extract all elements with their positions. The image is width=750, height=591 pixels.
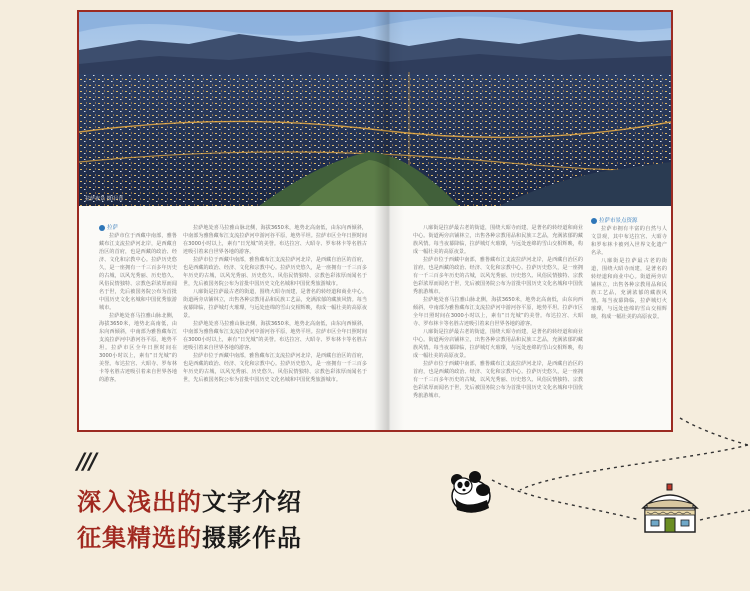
- sidebar-dot-icon: [591, 218, 597, 224]
- photo-caption: 拉萨夜景 摄/吕晋: [85, 196, 124, 202]
- city-night-photo: [79, 12, 671, 206]
- left-page-column-2: 拉萨地处喜马拉雅山脉北侧，海拔3650米，地势北高南低，由东向西倾斜，中南部为雅鲁藏布江支流拉萨河中游河谷平原，地势平坦。拉萨市区全年日照时间在3000小时以上，素有“日光城”的美誉。布达拉宫、大昭寺、罗布林卡等名胜古迹吸引着来自世界各地的游客。 拉萨市位于西藏中南部，雅鲁藏布江支流拉萨河北岸，是西藏自治区的首府，也是西藏的政治、经济、文化和宗教中心。拉萨历史悠久，是一座拥有一千三百多年历史的古城，以风光秀丽、历史悠久、风俗民情独特、宗教色彩浓厚而闻名于世，先后被国务院公布为首批中国历史文化名城和中国优秀旅游城市。 八廓街是拉萨最古老的街道，围绕大昭寺而建，是著名的转经道和商业中心。街道两旁店铺林立，出售各种宗教用品和民族工艺品，充满浓郁的藏族风情。每当夜幕降临，拉萨城灯火璀璨，与远处连绵的雪山交相辉映，构成一幅壮美的高原夜景。 拉萨地处喜马拉雅山脉北侧，海拔3650米，地势北高南低，由东向西倾斜，中南部为雅鲁藏布江支流拉萨河中游河谷平原，地势平坦。拉萨市区全年日照时间在3000小时以上，素有“日光城”的美誉。布达拉宫、大昭寺、罗布林卡等名胜古迹吸引着来自世界各地的游客。 拉萨市位于西藏中南部，雅鲁藏布江支流拉萨河北岸，是西藏自治区的首府，也是西藏的政治、经济、文化和宗教中心。拉萨历史悠久，是一座拥有一千三百多年历史的古城，以风光秀丽、历史悠久、风俗民情独特、宗教色彩浓厚而闻名于世，先后被国务院公布为首批中国历史文化名城和中国优秀旅游城市。: [183, 225, 367, 383]
- sidebar-heading: 拉萨市景点资源: [591, 217, 667, 225]
- right-page-column-1: 八廓街是拉萨最古老的街道，围绕大昭寺而建，是著名的转经道和商业中心。街道两旁店铺林立，出售各种宗教用品和民族工艺品，充满浓郁的藏族风情。每当夜幕降临，拉萨城灯火璀璨，与远处连绵的雪山交相辉映，构成一幅壮美的高原夜景。 拉萨市位于西藏中南部，雅鲁藏布江支流拉萨河北岸，是西藏自治区的首府，也是西藏的政治、经济、文化和宗教中心。拉萨历史悠久，是一座拥有一千三百多年历史的古城，以风光秀丽、历史悠久、风俗民情独特、宗教色彩浓厚而闻名于世，先后被国务院公布为首批中国历史文化名城和中国优秀旅游城市。 拉萨地处喜马拉雅山脉北侧，海拔3650米，地势北高南低，由东向西倾斜，中南部为雅鲁藏布江支流拉萨河中游河谷平原，地势平坦。拉萨市区全年日照时间在3000小时以上，素有“日光城”的美誉。布达拉宫、大昭寺、罗布林卡等名胜古迹吸引着来自世界各地的游客。 八廓街是拉萨最古老的街道，围绕大昭寺而建，是著名的转经道和商业中心。街道两旁店铺林立，出售各种宗教用品和民族工艺品，充满浓郁的藏族风情。每当夜幕降临，拉萨城灯火璀璨，与远处连绵的雪山交相辉映，构成一幅壮美的高原夜景。 拉萨市位于西藏中南部，雅鲁藏布江支流拉萨河北岸，是西藏自治区的首府，也是西藏的政治、经济、文化和宗教中心。拉萨历史悠久，是一座拥有一千三百多年历史的古城，以风光秀丽、历史悠久、风俗民情独特、宗教色彩浓厚而闻名于世，先后被国务院公布为首批中国历史文化名城和中国优秀旅游城市。: [413, 225, 583, 399]
- slash-mark: ///: [77, 450, 96, 475]
- column-1-heading: 拉萨: [99, 224, 177, 232]
- tagline-line-2: 征集精选的摄影作品: [77, 524, 302, 552]
- yurt-icon: [637, 480, 703, 538]
- right-page-sidebar: 拉萨市景点资源 拉萨市拥有丰富的自然与人文景观，其中布达拉宫、大昭寺和罗布林卡被列入世界文化遗产名录。 八廓街是拉萨最古老的街道，围绕大昭寺而建，是著名的转经道和商业中心。街道两旁店铺林立，出售各种宗教用品和民族工艺品，充满浓郁的藏族风情。每当夜幕降临，拉萨城灯火璀璨，与远处连绵的雪山交相辉映，构成一幅壮美的高原夜景。: [591, 218, 667, 320]
- left-page-column-1: 拉萨 拉萨市位于西藏中南部，雅鲁藏布江支流拉萨河北岸，是西藏自治区的首府，也是西藏的政治、经济、文化和宗教中心。拉萨历史悠久，是一座拥有一千三百多年历史的古城，以风光秀丽、历史悠久、风俗民情独特、宗教色彩浓厚而闻名于世，先后被国务院公布为首批中国历史文化名城和中国优秀旅游城市。 拉萨地处喜马拉雅山脉北侧，海拔3650米，地势北高南低，由东向西倾斜，中南部为雅鲁藏布江支流拉萨河中游河谷平原，地势平坦。拉萨市区全年日照时间在3000小时以上，素有“日光城”的美誉。布达拉宫、大昭寺、罗布林卡等名胜古迹吸引着来自世界各地的游客。: [99, 225, 177, 383]
- heading-dot-icon: [99, 225, 105, 231]
- book-spread: [77, 10, 673, 432]
- panda-icon: [445, 470, 493, 516]
- tagline-line-1: 深入浅出的文字介绍: [77, 488, 302, 516]
